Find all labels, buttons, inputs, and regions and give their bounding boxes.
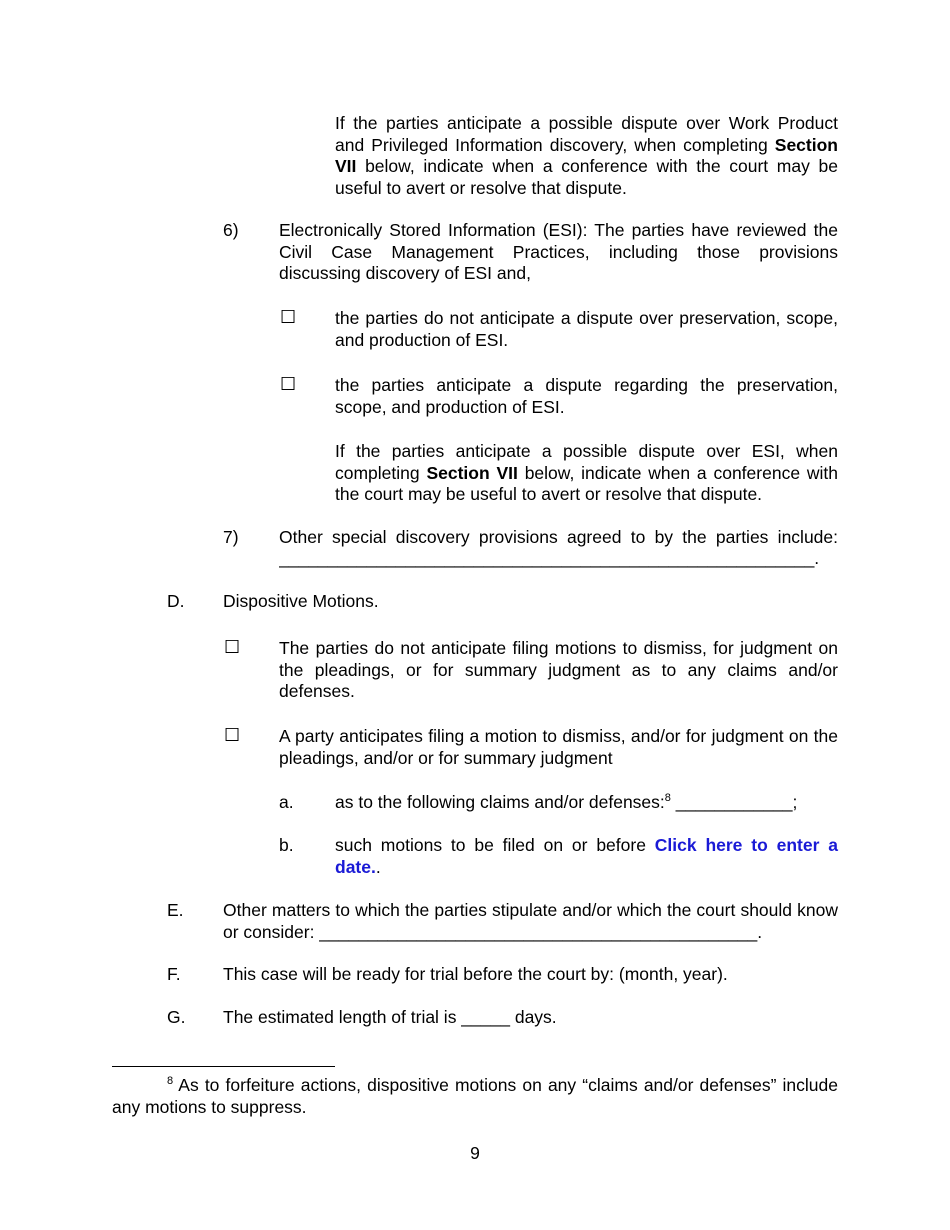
item-6-number: 6): [223, 220, 239, 240]
page-number: 9: [470, 1143, 480, 1163]
date-picker-field[interactable]: Click here to enter a date.: [335, 835, 838, 877]
subitem-b-label: b.: [279, 835, 294, 855]
dispositive-motion-checkbox[interactable]: ☐: [224, 725, 241, 746]
section-f-letter: F.: [167, 964, 181, 984]
dispositive-motion-option: A party anticipates filing a motion to dismiss, and/or for judgment on the pleadings, and/or or for summary judgment: [279, 726, 838, 768]
esi-dispute-checkbox[interactable]: ☐: [280, 374, 297, 395]
no-dispositive-motions-option: The parties do not anticipate filing motions to dismiss, for judgment on the pleadings, or for summary judgment as to any claims and/or defenses.: [279, 638, 838, 701]
footnote-separator: [112, 1066, 335, 1067]
item-7-blank-field[interactable]: _______________________________________________________.: [279, 548, 820, 568]
section-f-text: This case will be ready for trial before the court by: (month, year).: [223, 964, 728, 984]
esi-no-dispute-checkbox[interactable]: ☐: [280, 307, 297, 328]
work-product-note: If the parties anticipate a possible dispute over Work Product and Privileged Information discovery, when completing Section VII below, indicate when a conference with the court may be useful to avert or resolve that dispute.: [335, 113, 838, 198]
item-6-text: Electronically Stored Information (ESI): The parties have reviewed the Civil Case Management Practices, including those provisions discussing discovery of ESI and,: [279, 220, 838, 283]
section-d-title: Dispositive Motions.: [223, 591, 379, 611]
section-g-letter: G.: [167, 1007, 186, 1027]
esi-no-dispute-option: the parties do not anticipate a dispute over preservation, scope, and production of ESI.: [335, 308, 838, 350]
section-g-text[interactable]: The estimated length of trial is _____ days.: [223, 1007, 557, 1027]
subitem-a-text: as to the following claims and/or defenses:$^8$ ____________;: [335, 792, 798, 812]
claims-blank-field[interactable]: ____________;: [670, 792, 798, 812]
footnote-8: $^8$ As to forfeiture actions, dispositive motions on any “claims and/or defenses” include any motions to suppress.: [112, 1075, 838, 1117]
section-e-text[interactable]: Other matters to which the parties stipulate and/or which the court should know or consider: _____________________________________________.: [223, 900, 838, 942]
item-7-number: 7): [223, 527, 239, 547]
no-dispositive-motions-checkbox[interactable]: ☐: [224, 637, 241, 658]
section-e-letter: E.: [167, 900, 184, 920]
section-d-letter: D.: [167, 591, 185, 611]
subitem-b-text: such motions to be filed on or before Click here to enter a date..: [335, 835, 838, 877]
esi-note: If the parties anticipate a possible dispute over ESI, when completing Section VII below, indicate when a conference with the court may be useful to avert or resolve that dispute.: [335, 441, 838, 504]
item-7-text: Other special discovery provisions agreed to by the parties include:: [279, 527, 838, 547]
subitem-a-label: a.: [279, 792, 294, 812]
esi-dispute-option: the parties anticipate a dispute regarding the preservation, scope, and production of ESI.: [335, 375, 838, 417]
footnote-8-ref[interactable]: 8: [664, 792, 671, 805]
